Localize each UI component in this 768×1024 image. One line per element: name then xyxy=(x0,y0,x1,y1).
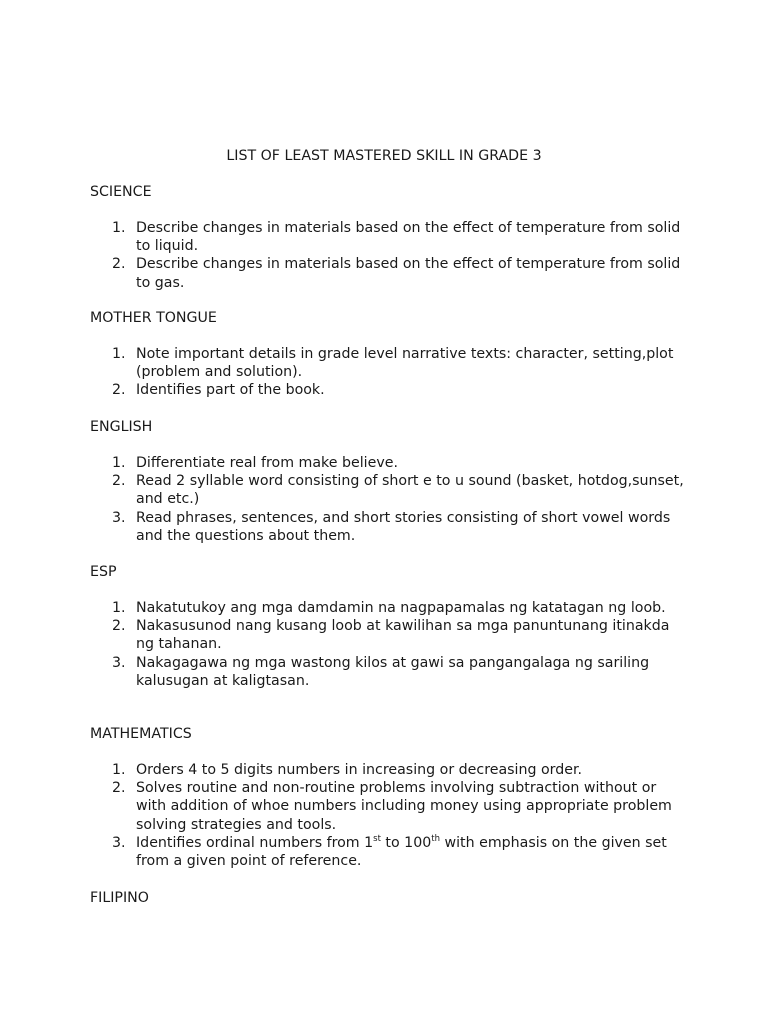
list-item-text: Describe changes in materials based on the effect of temperature from solid to gas. xyxy=(136,256,681,291)
list-item xyxy=(112,761,690,779)
skill-list xyxy=(90,761,690,870)
list-item xyxy=(112,779,690,834)
list-item-text: Nakagagawa ng mga wastong kilos at gawi sa pangangalaga ng sariling kalusugan at kaligtasan. xyxy=(136,654,650,689)
list-number: 1. xyxy=(112,762,126,778)
section-science xyxy=(90,183,690,292)
skill-list xyxy=(90,599,690,690)
list-number: 1. xyxy=(112,600,126,616)
list-number: 2. xyxy=(112,618,126,635)
section-filipino xyxy=(90,889,690,907)
section-heading: FILIPINO xyxy=(90,890,149,906)
skill-list xyxy=(90,345,690,400)
list-number: 2. xyxy=(112,256,126,273)
list-number: 2. xyxy=(112,473,126,490)
section-heading: SCIENCE xyxy=(90,184,152,200)
list-item xyxy=(112,345,690,381)
list-item-text: Differentiate real from make believe. xyxy=(136,455,398,471)
section-heading: ENGLISH xyxy=(90,419,153,435)
skill-list xyxy=(90,219,690,292)
section-mother-tongue xyxy=(90,309,690,400)
section-heading: ESP xyxy=(90,564,117,580)
list-item xyxy=(112,509,690,545)
list-item xyxy=(112,255,690,291)
ordinal-suffix: th xyxy=(431,833,440,844)
list-item xyxy=(112,617,690,653)
section-english xyxy=(90,418,690,545)
list-number: 3. xyxy=(112,834,126,851)
list-item xyxy=(112,599,690,617)
ordinal-suffix: st xyxy=(373,833,381,844)
list-item xyxy=(112,654,690,690)
list-item-text: Orders 4 to 5 digits numbers in increasing or decreasing order. xyxy=(136,762,583,778)
list-item-text-part: with emphasis on the given set from a given point of reference. xyxy=(136,834,667,870)
list-number: 2. xyxy=(112,382,126,399)
section-heading: MATHEMATICS xyxy=(90,726,192,742)
list-item-text: Solves routine and non-routine problems involving subtraction without or with addition of whoe numbers including money using appropriate problem solving strategies and tools. xyxy=(136,780,672,833)
list-item xyxy=(112,219,690,255)
section-heading: MOTHER TONGUE xyxy=(90,310,217,326)
section-esp xyxy=(90,563,690,690)
list-number: 1. xyxy=(112,455,126,471)
list-item-text: Note important details in grade level narrative texts: character, setting,plot (problem and solution). xyxy=(136,346,674,381)
section-mathematics xyxy=(90,725,690,870)
list-item xyxy=(112,833,690,870)
list-item xyxy=(112,472,690,508)
list-item-text: Read phrases, sentences, and short stories consisting of short vowel words and the questions about them. xyxy=(136,509,671,544)
list-item xyxy=(112,381,690,399)
list-item xyxy=(112,454,690,472)
list-number: 3. xyxy=(112,654,126,671)
list-number: 1. xyxy=(112,346,126,362)
list-item-text: Describe changes in materials based on the effect of temperature from solid to liquid. xyxy=(136,220,681,255)
list-number: 1. xyxy=(112,220,126,236)
list-number: 3. xyxy=(112,509,126,526)
document-title: LIST OF LEAST MASTERED SKILL IN GRADE 3 xyxy=(226,148,542,164)
list-item-text-part: Identifies ordinal numbers from 1 xyxy=(136,834,374,851)
list-item-text-part: to 100 xyxy=(380,834,432,851)
list-item-text: Identifies part of the book. xyxy=(136,382,325,399)
list-item-text: Nakasusunod nang kusang loob at kawilihan sa mga panuntunang itinakda ng tahanan. xyxy=(136,618,670,653)
list-number: 2. xyxy=(112,780,126,797)
list-item-text: Read 2 syllable word consisting of short e to u sound (basket, hotdog,sunset, and etc.) xyxy=(136,473,684,508)
list-item-text: Nakatutukoy ang mga damdamin na nagpapamalas ng katatagan ng loob. xyxy=(136,600,666,616)
skill-list xyxy=(90,454,690,545)
